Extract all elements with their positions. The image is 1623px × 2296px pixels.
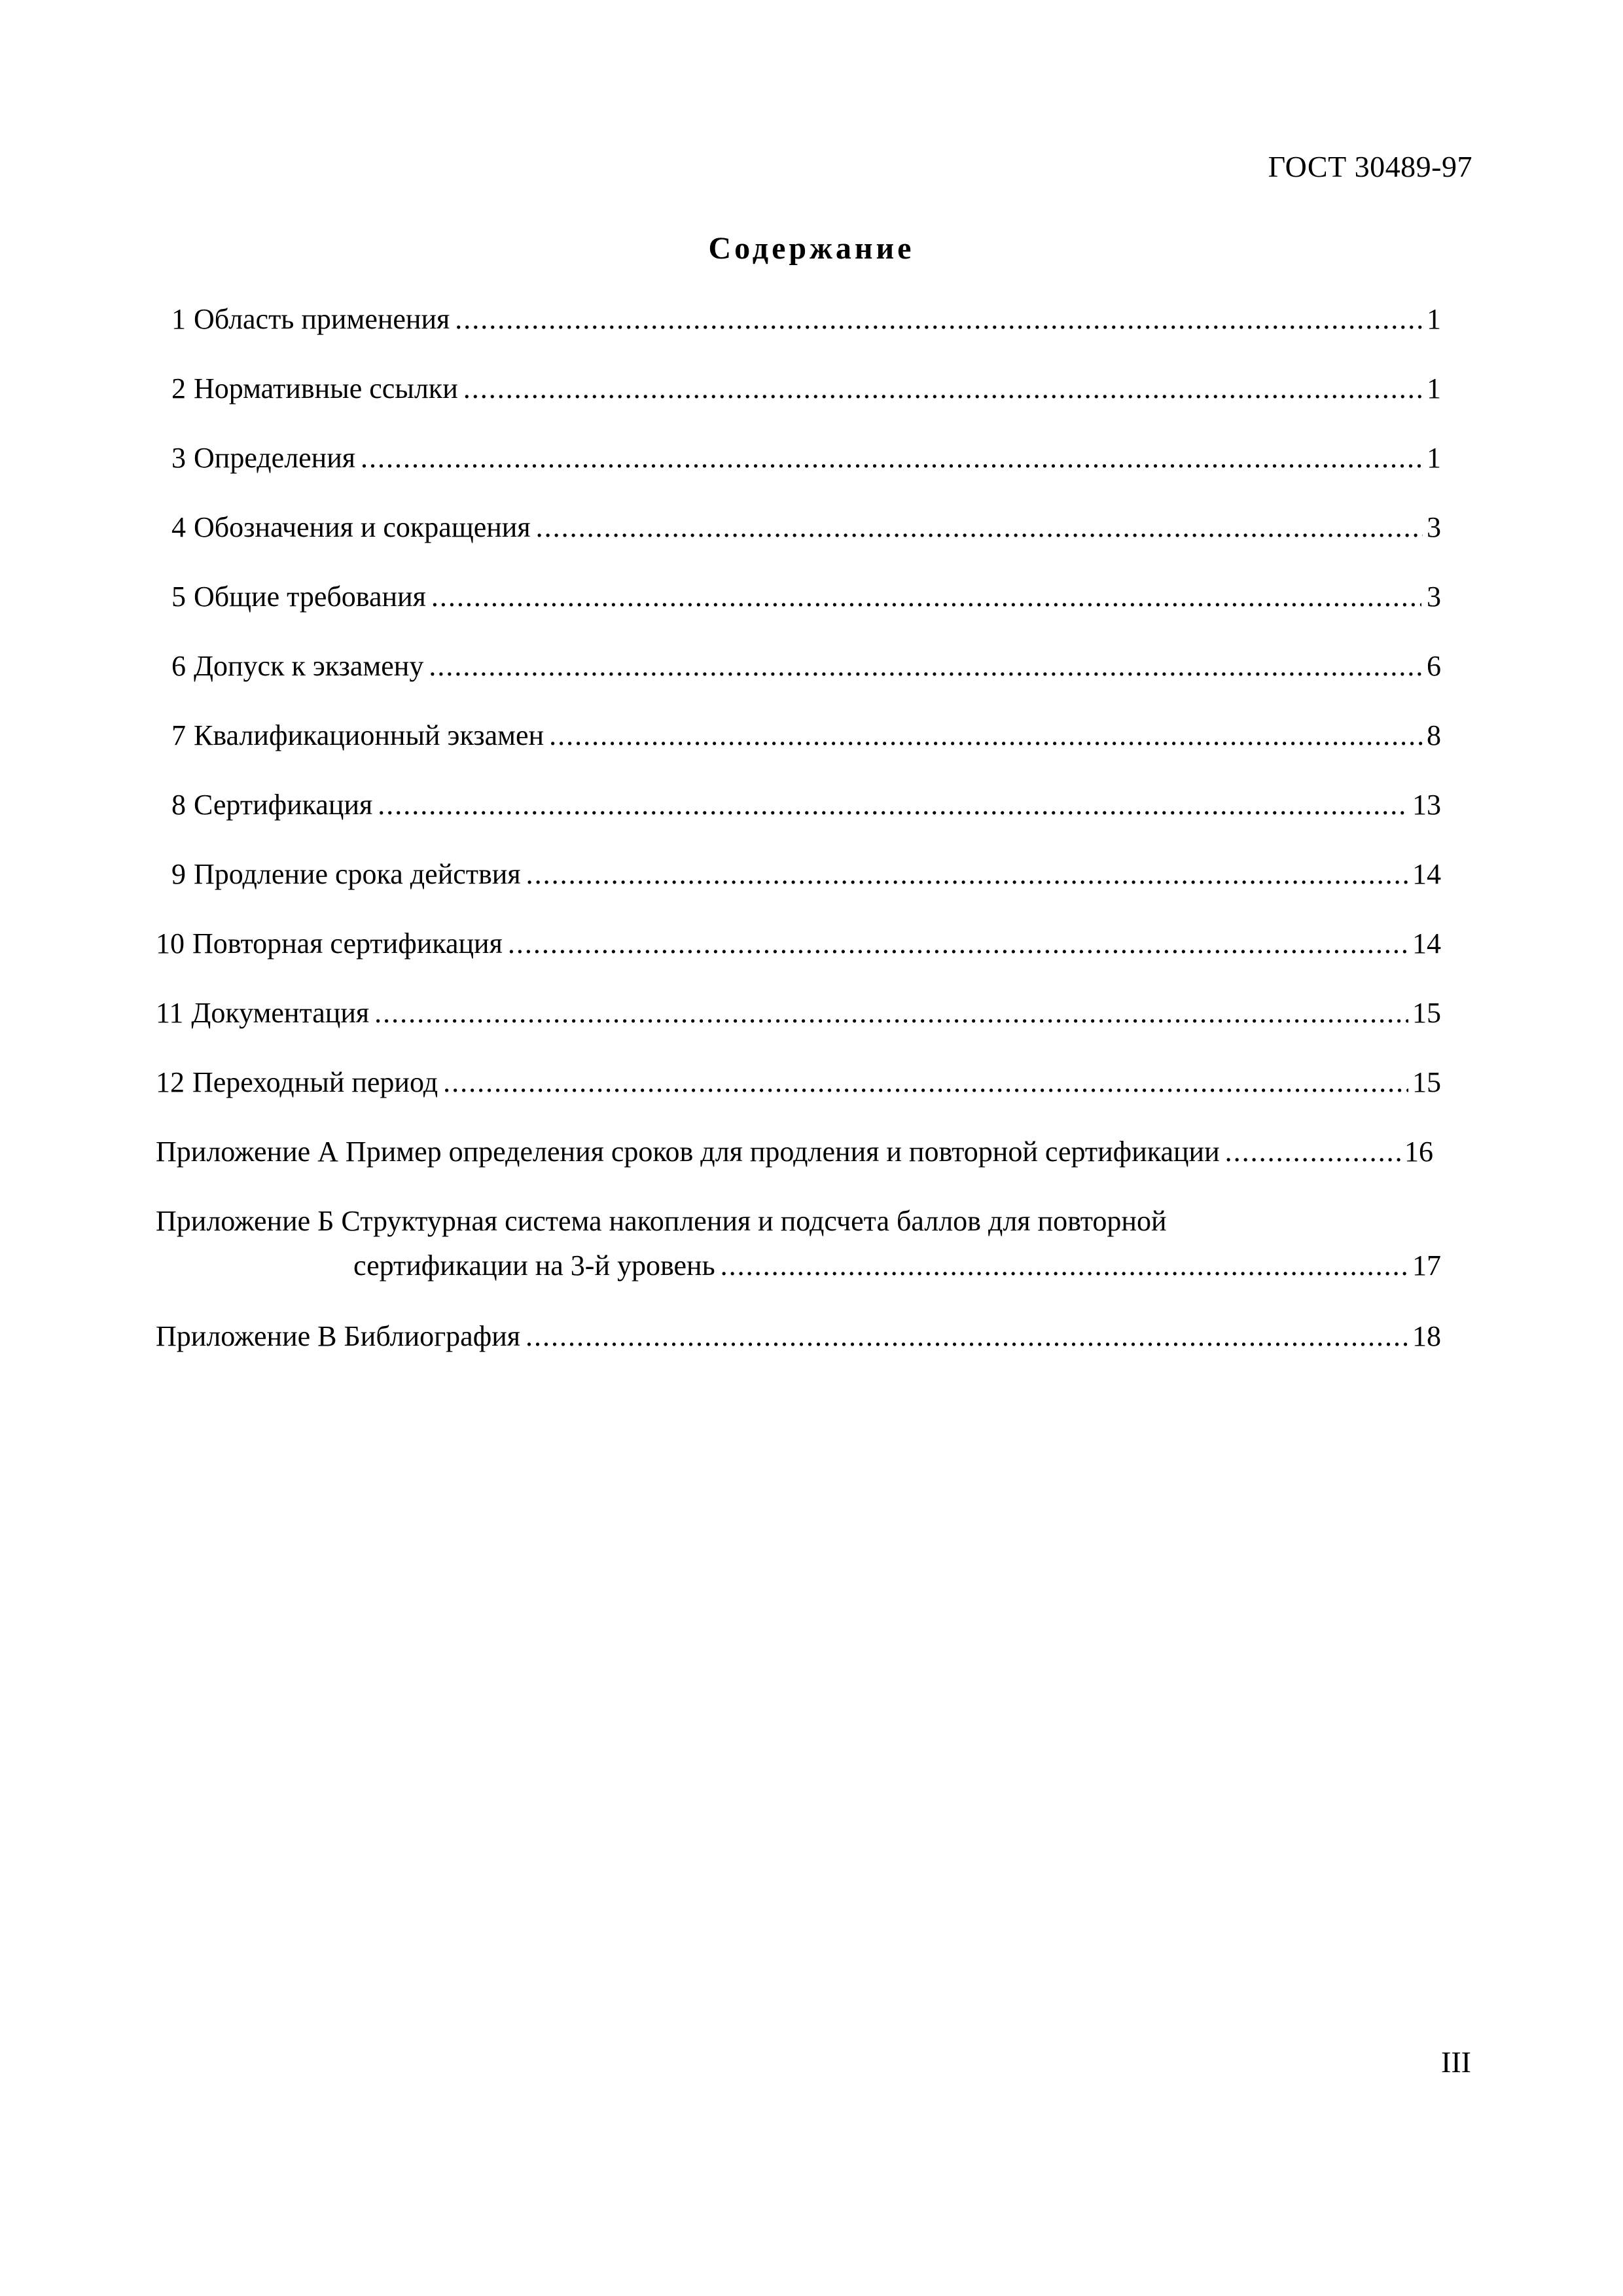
toc-entry-3[interactable] xyxy=(0,441,1623,511)
toc-entry-number: 10 xyxy=(156,927,185,960)
toc-entry-page: 15 xyxy=(1412,997,1441,1029)
toc-entry-title: Сертификация xyxy=(194,789,373,821)
dot-leader xyxy=(526,1319,1408,1354)
toc-entry-page: 14 xyxy=(1412,858,1441,890)
toc-entry-title: Допуск к экзамену xyxy=(194,650,424,682)
toc-appendix-b[interactable] xyxy=(0,1204,1623,1319)
dot-leader xyxy=(721,1249,1408,1283)
toc-entry-number: 3 xyxy=(171,442,186,474)
toc-entry-number: 11 xyxy=(156,997,184,1029)
document-code: ГОСТ 30489-97 xyxy=(1268,150,1472,183)
dot-leader xyxy=(526,857,1408,891)
dot-leader xyxy=(443,1066,1408,1100)
dot-leader xyxy=(429,649,1421,683)
dot-leader xyxy=(431,580,1421,614)
toc-entry-5[interactable] xyxy=(0,580,1623,649)
toc-entry-page: 1 xyxy=(1427,372,1441,404)
toc-entry-7[interactable] xyxy=(0,719,1623,788)
toc-entry-title: Обозначения и сокращения xyxy=(194,511,531,543)
dot-leader xyxy=(536,511,1423,545)
toc-entry-title: Нормативные ссылки xyxy=(194,372,458,404)
dot-leader xyxy=(374,996,1408,1030)
toc-entry-number: 7 xyxy=(171,719,186,751)
toc-entry-title: Определения xyxy=(194,442,356,474)
toc-entry-4[interactable] xyxy=(0,511,1623,580)
dot-leader xyxy=(378,788,1408,822)
dot-leader xyxy=(455,302,1421,336)
toc-entry-title: Приложение А Пример определения сроков для продления и повторной сертификации xyxy=(156,1136,1220,1168)
toc-entry-title: Общие требования xyxy=(194,581,426,613)
toc-entry-number: 6 xyxy=(171,650,186,682)
toc-title: Содержание xyxy=(708,231,915,266)
dot-leader xyxy=(463,372,1422,406)
toc-entry-9[interactable] xyxy=(0,857,1623,927)
toc-entry-page: 3 xyxy=(1427,581,1441,613)
toc-entry-12[interactable] xyxy=(0,1066,1623,1135)
toc-entry-title-line2: сертификации на 3-й уровень xyxy=(353,1249,715,1282)
toc-entry-page: 1 xyxy=(1427,303,1441,335)
toc-entry-number: 5 xyxy=(171,581,186,613)
page-number: III xyxy=(1441,2045,1471,2079)
toc-entry-6[interactable] xyxy=(0,649,1623,719)
toc-entry-page: 13 xyxy=(1412,789,1441,821)
dot-leader xyxy=(361,441,1421,475)
toc-entry-title: Приложение В Библиография xyxy=(156,1320,520,1352)
toc-entry-page: 16 xyxy=(1404,1136,1433,1168)
toc-entry-page: 15 xyxy=(1412,1066,1441,1098)
toc-entry-title-line1: Приложение Б Структурная система накопления и подсчета баллов для повторной xyxy=(156,1205,1167,1237)
table-of-contents xyxy=(0,302,1623,1389)
toc-entry-title: Квалификационный экзамен xyxy=(194,719,544,751)
dot-leader xyxy=(508,927,1408,961)
dot-leader xyxy=(1225,1135,1400,1169)
toc-entry-number: 9 xyxy=(171,858,186,890)
toc-entry-title: Документация xyxy=(191,997,370,1029)
toc-entry-title: Продление срока действия xyxy=(194,858,521,890)
toc-entry-page: 8 xyxy=(1427,719,1441,751)
toc-entry-number: 12 xyxy=(156,1066,185,1098)
toc-entry-1[interactable] xyxy=(0,302,1623,372)
dot-leader xyxy=(549,719,1423,753)
toc-entry-title: Область применения xyxy=(194,303,450,335)
toc-entry-page: 14 xyxy=(1412,927,1441,960)
toc-appendix-v[interactable] xyxy=(0,1319,1623,1389)
toc-entry-number: 4 xyxy=(171,511,186,543)
toc-entry-title: Повторная сертификация xyxy=(192,927,503,960)
toc-entry-title: Переходный период xyxy=(192,1066,438,1098)
toc-appendix-a[interactable] xyxy=(0,1135,1623,1204)
toc-entry-number: 8 xyxy=(171,789,186,821)
toc-entry-10[interactable] xyxy=(0,927,1623,996)
toc-entry-2[interactable] xyxy=(0,372,1623,441)
toc-entry-page: 3 xyxy=(1427,511,1441,543)
toc-entry-page: 6 xyxy=(1427,650,1441,682)
toc-entry-11[interactable] xyxy=(0,996,1623,1066)
toc-entry-number: 1 xyxy=(171,303,186,335)
toc-entry-page: 1 xyxy=(1427,442,1441,474)
toc-entry-page: 17 xyxy=(1412,1249,1441,1282)
toc-entry-8[interactable] xyxy=(0,788,1623,857)
toc-entry-page: 18 xyxy=(1412,1320,1441,1352)
toc-entry-number: 2 xyxy=(171,372,186,404)
